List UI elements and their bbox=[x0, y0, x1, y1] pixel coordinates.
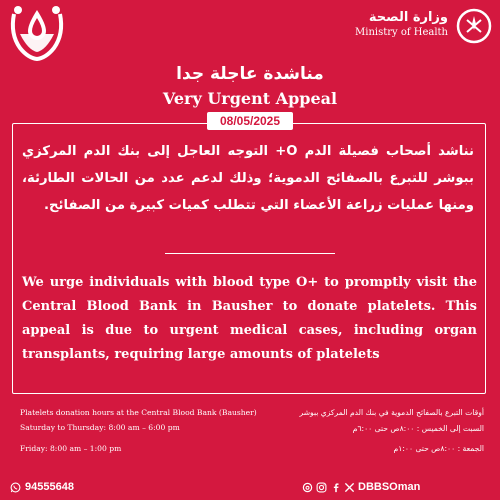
whatsapp-icon bbox=[10, 482, 21, 493]
hours-weekdays-arabic: السبت إلى الخميس : ٨:٠٠ص حتى ٦:٠٠م bbox=[352, 424, 484, 433]
hours-weekdays-english: Saturday to Thursday: 8:00 am – 6:00 pm bbox=[20, 423, 180, 432]
donation-hours-english bbox=[20, 408, 260, 453]
phone-number: 94555648 bbox=[25, 481, 74, 493]
title-english: Very Urgent Appeal bbox=[162, 89, 338, 108]
appeal-text-english: We urge individuals with blood type O+ to promptly visit the Central Blood Bank in Bausher to donate platelets. This appeal is due to urgent medical cases, including organ transplants, requiring large amounts of platelets bbox=[22, 275, 477, 362]
footer bbox=[0, 478, 500, 500]
oman-emblem-icon bbox=[456, 8, 492, 44]
ministry-of-health-logo bbox=[332, 8, 492, 48]
ministry-name-english: Ministry of Health bbox=[355, 27, 448, 38]
title-arabic: مناشدة عاجلة جدا bbox=[176, 64, 324, 84]
phone-contact[interactable] bbox=[10, 481, 74, 493]
hours-friday-arabic: الجمعة : ٨:٠٠ص حتى ١:٠٠م bbox=[393, 444, 484, 453]
hours-heading-english: Platelets donation hours at the Central Blood Bank (Bausher) bbox=[20, 408, 257, 417]
social-handle[interactable] bbox=[302, 481, 420, 493]
hours-heading-arabic: أوقات التبرع بالصفائح الدموية في بنك الدم المركزي ببوشر bbox=[299, 408, 484, 417]
hours-friday-english: Friday: 8:00 am – 1:00 pm bbox=[20, 444, 122, 453]
appeal-text-arabic: نناشد أصحاب فصيلة الدم O+ التوجه العاجل إلى بنك الدم المركزي ببوشر للتبرع بالصفائح الدموية؛ وذلك لدعم عدد من الحالات الطارئة، ومنها عمليات زراعة الأعضاء التي تتطلب كميات كبيرة من الصفائح. bbox=[22, 144, 474, 213]
donation-hours-arabic bbox=[234, 408, 484, 453]
x-icon bbox=[344, 482, 355, 493]
instagram-icon bbox=[316, 482, 327, 493]
section-divider bbox=[165, 253, 335, 254]
ministry-name-arabic: وزارة الصحة bbox=[368, 10, 448, 25]
date-badge: 08/05/2025 bbox=[207, 112, 293, 130]
blood-bank-logo bbox=[6, 4, 68, 62]
facebook-icon bbox=[330, 482, 341, 493]
threads-icon bbox=[302, 482, 313, 493]
social-handle-text: DBBSOman bbox=[358, 481, 421, 493]
